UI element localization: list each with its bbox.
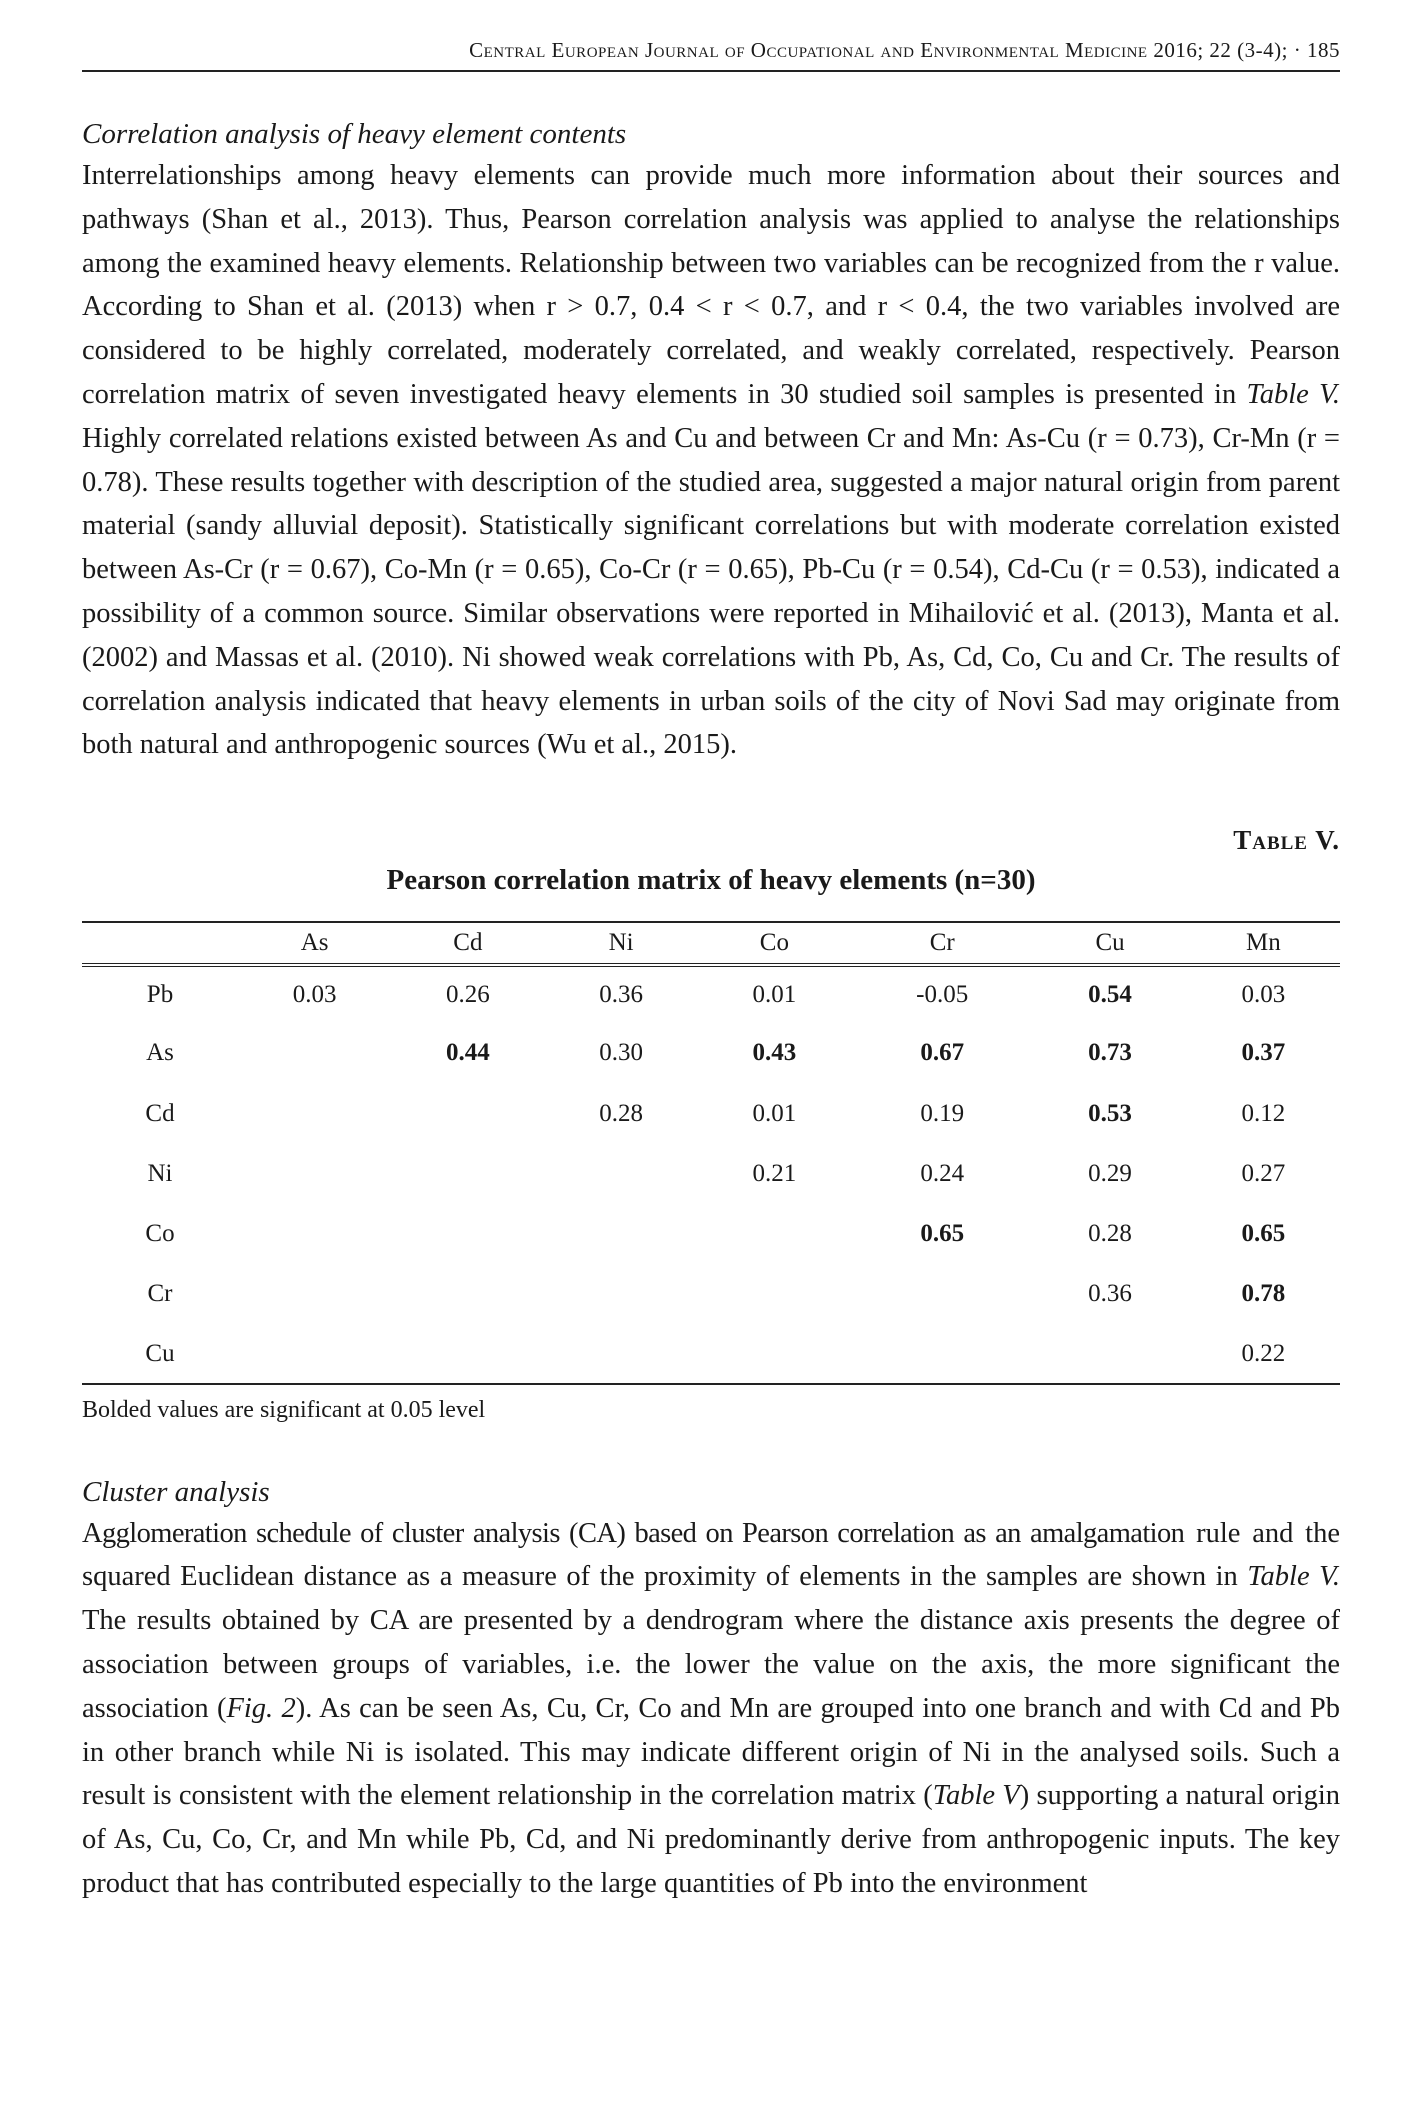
table-cell: 0.65 — [1241, 1220, 1286, 1248]
table-cell: 0.44 — [446, 1039, 490, 1067]
table-reference: Table V. — [1246, 378, 1340, 410]
table-cell — [851, 1325, 1033, 1384]
paragraph-cluster — [82, 1512, 1340, 1906]
table-cell — [545, 1204, 698, 1264]
table-cell — [545, 1144, 698, 1204]
table-cell — [391, 1204, 544, 1264]
table-label: Table V. — [1233, 825, 1340, 856]
table-cell: 0.78 — [1241, 1280, 1286, 1308]
column-header: Co — [698, 922, 851, 965]
table-cell: 0.19 — [920, 1099, 965, 1127]
table-cell: 0.28 — [599, 1099, 643, 1127]
table-cell: 0.26 — [446, 981, 490, 1009]
paragraph-text: The results obtained by CA are presented by a dendrogram where the distance axis presents the degree of association between groups of variables, i.e. the lower the value on the axis, the more significant the association ( — [82, 1605, 1340, 1724]
table-header-row — [82, 922, 1340, 965]
column-header: Cu — [1033, 922, 1186, 965]
table-row — [82, 1325, 1340, 1384]
table-row — [82, 1264, 1340, 1324]
table-cell — [238, 1083, 391, 1143]
table-cell: 0.43 — [752, 1039, 797, 1067]
table-cell — [238, 1264, 391, 1324]
table-cell: 0.12 — [1241, 1099, 1286, 1127]
paragraph-text: Interrelationships among heavy elements can provide much more information about their sources and pathways (Shan et al., 2013). Thus, Pearson correlation analysis was applied to analyse the relationships among the examined heavy elements. Relationship between two variables can be recognized from the r value. According to Shan et al. (2013) when r > 0.7, 0.4 < r < 0.7, and r < 0.4, the two variables involved are considered to be highly correlated, moderately correlated, and weakly correlated, respectively. Pearson correlation matrix of seven investigated heavy elements in 30 studied soil samples is presented in — [82, 160, 1340, 410]
row-header: Pb — [146, 981, 174, 1009]
column-header: Cr — [851, 922, 1033, 965]
table-footnote: Bolded values are significant at 0.05 level — [82, 1396, 486, 1423]
paragraph-text: rule and the squared Euclidean distance as a measure of the proximity of elements in the samples are shown in — [82, 1517, 1340, 1593]
table-cell — [698, 1264, 851, 1324]
column-header: Cd — [391, 922, 544, 965]
paragraph-text: ). As can be seen As, Cu, Cr, Co and Mn are grouped into one branch and with Cd and Pb in other branch while Ni is isolated. This may indicate different origin of Ni in the analysed soils. Such a result is consistent with the element relationship in the correlation matrix ( — [82, 1692, 1340, 1812]
table-cell — [238, 1144, 391, 1204]
table-row — [82, 1083, 1340, 1143]
table-cell — [545, 1264, 698, 1324]
table-cell: 0.27 — [1241, 1159, 1286, 1187]
paragraph-text: ) supporting a natural origin of As, Cu, Co, Cr, and Mn while Pb, Cd, and Ni predominantly derive from anthropogenic inputs. The key product that has contributed especially to the large quantities of Pb into the environment — [82, 1780, 1341, 1900]
table-row — [82, 1023, 1340, 1083]
table-cell: 0.53 — [1088, 1099, 1132, 1127]
correlation-table — [82, 921, 1340, 1384]
table-body — [82, 965, 1340, 1383]
table-cell: 0.67 — [920, 1039, 965, 1067]
table-cell: 0.22 — [1241, 1339, 1286, 1367]
table-cell: 0.21 — [752, 1159, 797, 1187]
row-header: As — [146, 1039, 174, 1067]
table-cell: 0.03 — [292, 981, 337, 1009]
table-row — [82, 1204, 1340, 1264]
table-caption: Pearson correlation matrix of heavy elements (n=30) — [386, 864, 1036, 897]
table-cell: 0.54 — [1088, 981, 1132, 1009]
table-cell — [698, 1204, 851, 1264]
table-cell — [391, 1325, 544, 1384]
table-cell: 0.28 — [1088, 1220, 1132, 1248]
section-title-cluster: Cluster analysis — [82, 1475, 270, 1508]
table-cell: -0.05 — [916, 981, 969, 1009]
figure-reference: Fig. 2 — [226, 1692, 296, 1724]
table-cell — [698, 1325, 851, 1384]
table-cell: 0.29 — [1088, 1159, 1132, 1187]
table-cell — [238, 1023, 391, 1083]
table-reference: Table V. — [1247, 1561, 1340, 1593]
table-cell — [238, 1325, 391, 1384]
column-header: As — [238, 922, 391, 965]
table-row — [82, 965, 1340, 1023]
table-cell: 0.65 — [920, 1220, 965, 1248]
row-header: Cd — [145, 1099, 175, 1127]
table-cell: 0.36 — [1088, 1280, 1132, 1308]
table-cell: 0.36 — [599, 981, 643, 1009]
table-cell: 0.24 — [920, 1159, 965, 1187]
table-cell: 0.30 — [599, 1039, 643, 1067]
column-header: Ni — [545, 922, 698, 965]
paragraph-text: Agglomeration schedule of cluster analysis (CA) based on Pearson correlation as an amalgamation — [82, 1517, 1185, 1549]
table-cell — [391, 1144, 544, 1204]
row-header: Cr — [147, 1280, 173, 1308]
row-header: Co — [145, 1220, 175, 1248]
column-header: Mn — [1187, 922, 1340, 965]
table-cell: 0.01 — [752, 1099, 797, 1127]
table-reference: Table V — [932, 1780, 1020, 1812]
row-header: Ni — [147, 1159, 173, 1187]
table-header-corner — [82, 922, 238, 965]
row-header: Cu — [145, 1339, 175, 1367]
paper-page — [82, 38, 1340, 1906]
table-cell — [391, 1083, 544, 1143]
table-cell: 0.03 — [1241, 981, 1286, 1009]
table-row — [82, 1144, 1340, 1204]
table-cell: 0.37 — [1241, 1039, 1286, 1067]
section-title-correlation: Correlation analysis of heavy element contents — [82, 118, 627, 150]
table-cell — [1033, 1325, 1186, 1384]
running-header: Central European Journal of Occupational and Environmental Medicine 2016; 22 (3-4); · 185 — [82, 38, 1340, 72]
table-cell: 0.73 — [1088, 1039, 1132, 1067]
table-cell — [851, 1264, 1033, 1324]
table-cell — [545, 1325, 698, 1384]
table-cell — [391, 1264, 544, 1324]
paragraph-correlation — [82, 154, 1340, 767]
table-cell: 0.01 — [752, 981, 797, 1009]
paragraph-text: Highly correlated relations existed between As and Cu and between Cr and Mn: As-Cu (r = 0.73), Cr-Mn (r = 0.78). These results together with description of the studied area, suggested a major natural origin from parent material (sandy alluvial deposit). Statistically significant correlations but with moderate correlation existed between As-Cr (r = 0.67), Co-Mn (r = 0.65), Co-Cr (r = 0.65), Pb-Cu (r = 0.54), Cd-Cu (r = 0.53), indicated a possibility of a common source. Similar observations were reported in Mihailović et al. (2013), Manta et al. (2002) and Massas et al. (2010). Ni showed weak correlations with Pb, As, Cd, Co, Cu and Cr. The results of correlation analysis indicated that heavy elements in urban soils of the city of Novi Sad may originate from both natural and anthropogenic sources (Wu et al., 2015). — [82, 422, 1340, 761]
table-cell — [238, 1204, 391, 1264]
